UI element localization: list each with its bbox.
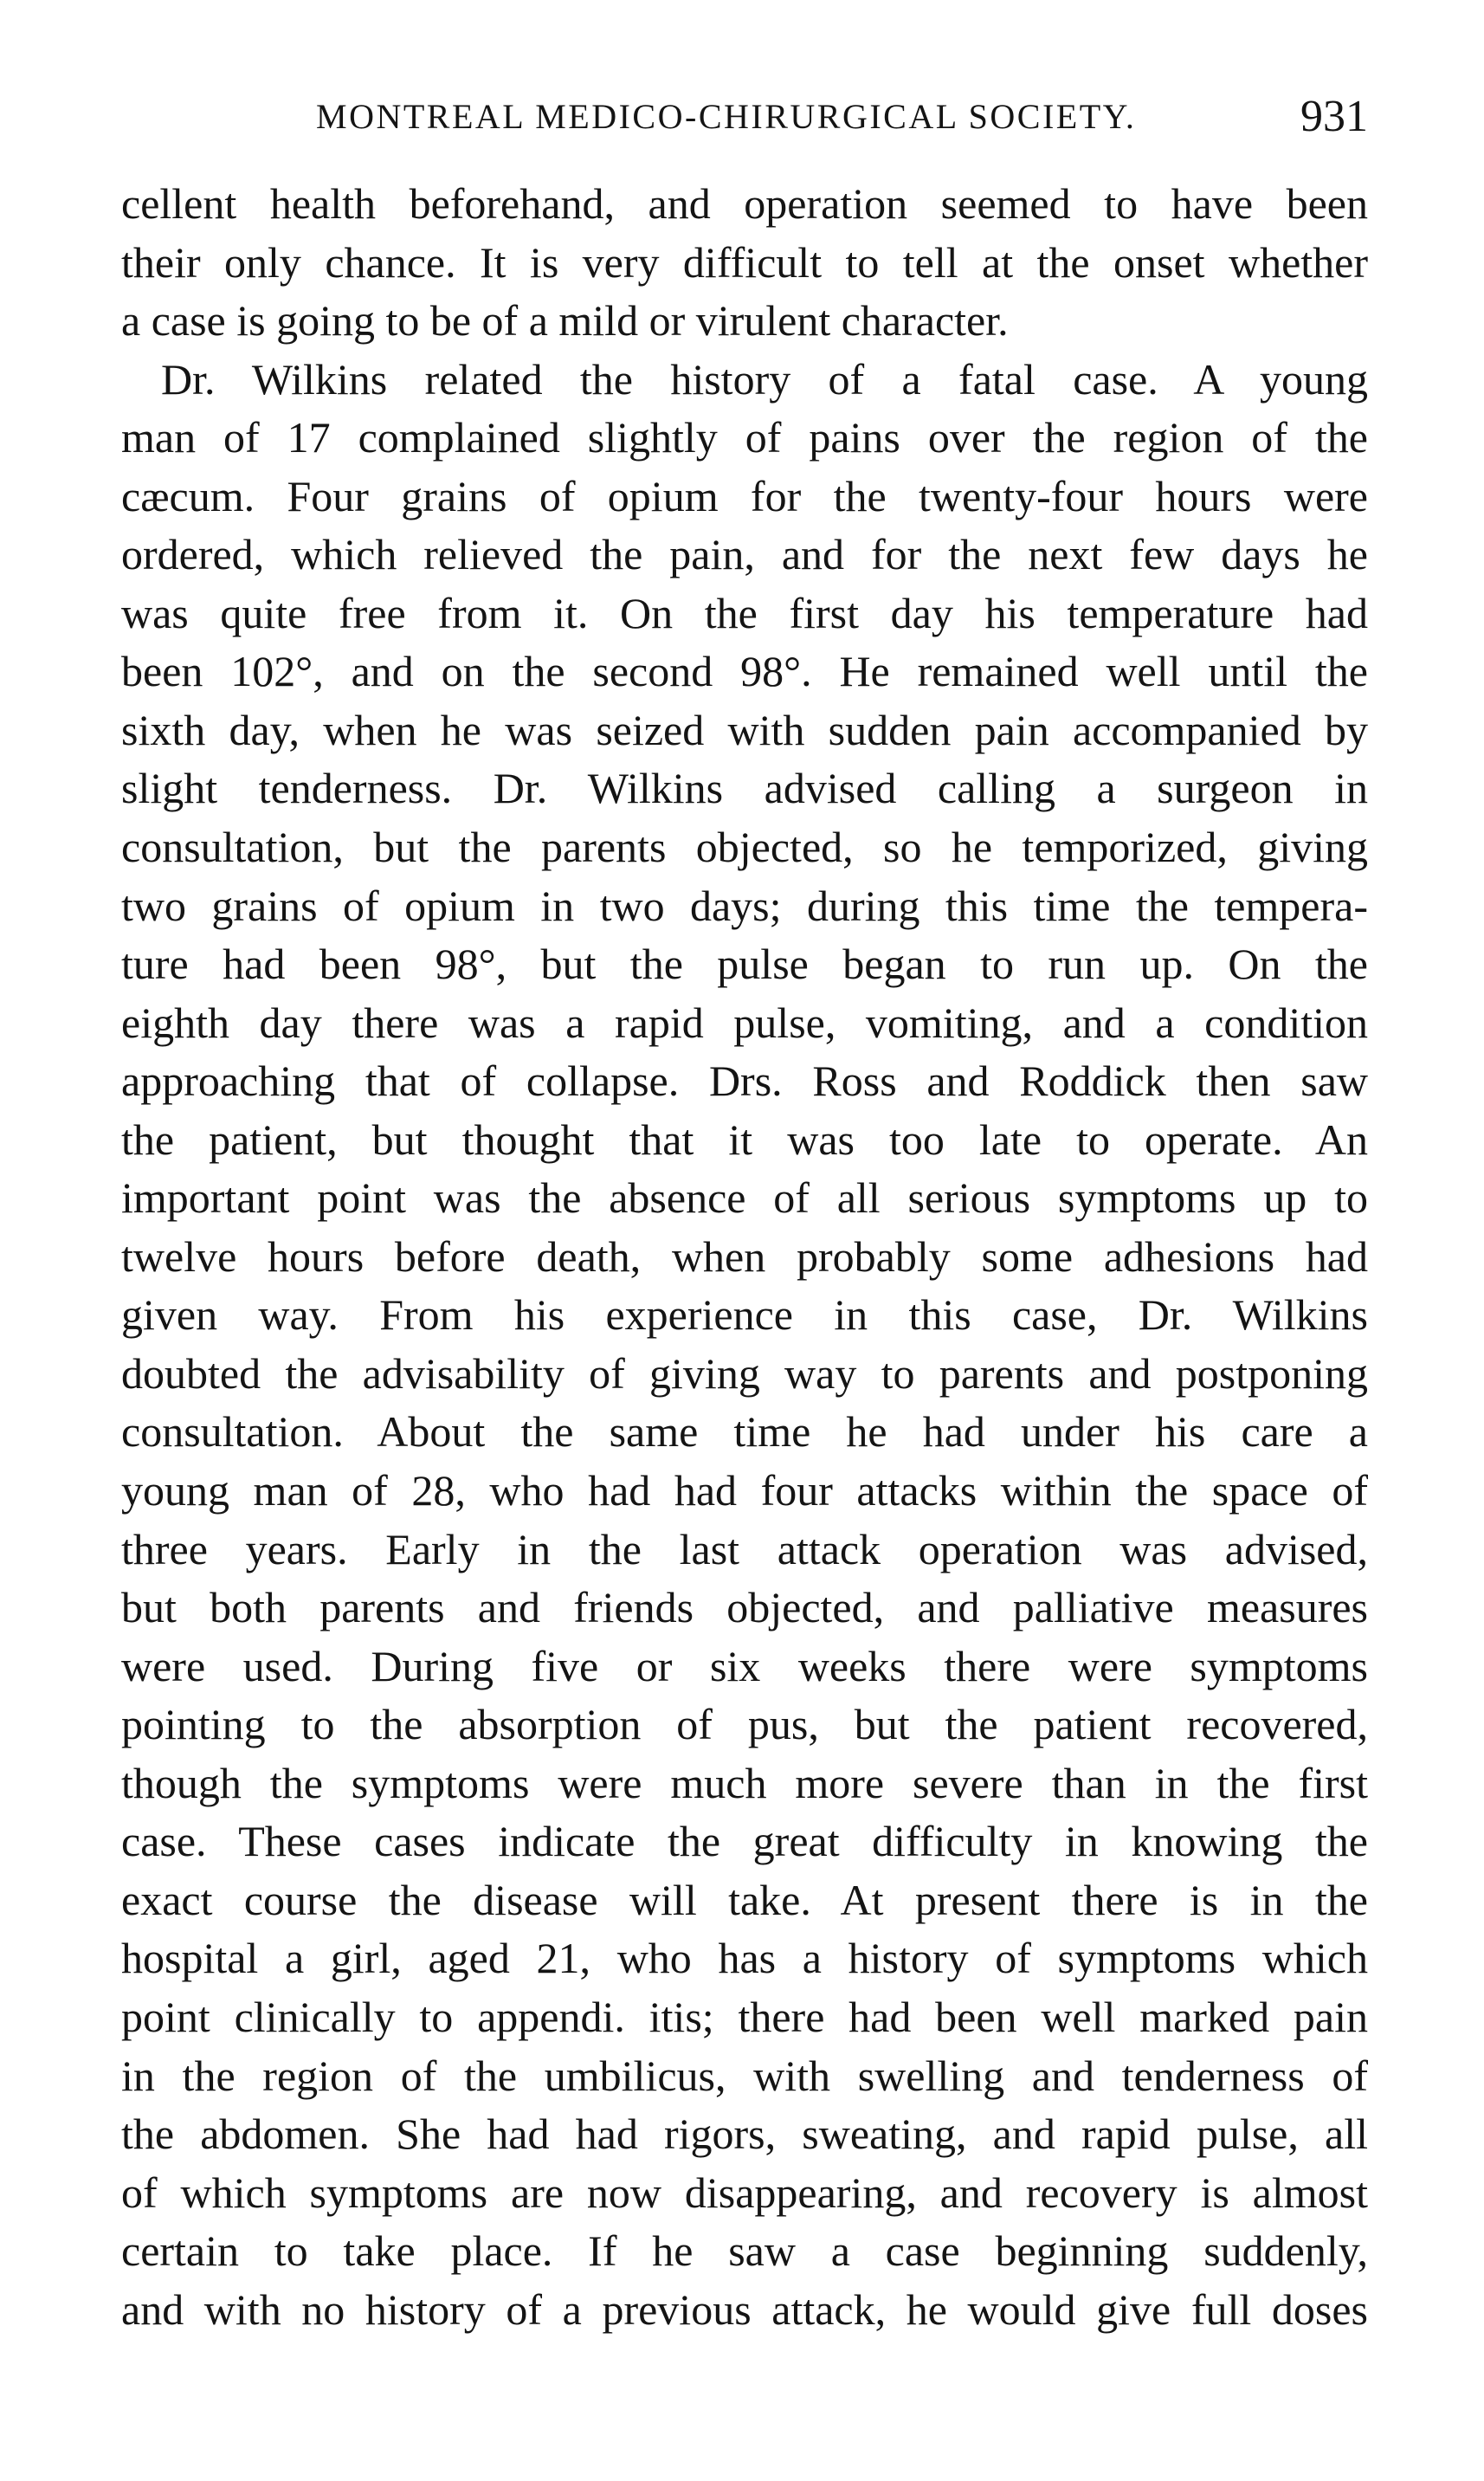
text-line: two grains of opium in two days; during this time the tempera- (121, 881, 1368, 930)
text-line: though the symptoms were much more severe than in the first (121, 1758, 1368, 1807)
text-line: a case is going to be of a mild or virulent character. (121, 296, 1009, 346)
text-line: their only chance. It is very difficult to tell at the onset whether (121, 237, 1368, 287)
text-line: sixth day, when he was seized with sudden pain accompanied by (121, 705, 1368, 754)
paragraph-start-line: Dr. Wilkins related the history of a fatal case. A young (161, 354, 1368, 404)
text-line: was quite free from it. On the first day his temperature had (121, 588, 1368, 637)
text-line: cæcum. Four grains of opium for the twenty-four hours were (121, 471, 1368, 520)
text-line: consultation, but the parents objected, so he temporized, giving (121, 823, 1368, 872)
text-line: twelve hours before death, when probably some adhesions had (121, 1231, 1368, 1281)
text-line: the abdomen. She had had rigors, sweating, and rapid pulse, all (121, 2109, 1368, 2159)
page-number: 931 (1300, 92, 1368, 141)
text-line: case. These cases indicate the great difficulty in knowing the (121, 1817, 1368, 1866)
text-line: ordered, which relieved the pain, and for the next few days he (121, 530, 1368, 579)
text-line: point clinically to appendi. itis; there had been well marked pain (121, 1992, 1368, 2041)
running-head (121, 87, 1368, 147)
text-line: man of 17 complained slightly of pains over the region of the (121, 413, 1368, 462)
text-line: the patient, but thought that it was too late to operate. An (121, 1115, 1368, 1164)
text-line: of which symptoms are now disappearing, and recovery is almost (121, 2168, 1368, 2217)
text-line: were used. During five or six weeks there were symptoms (121, 1641, 1368, 1690)
text-line: eighth day there was a rapid pulse, vomiting, and a condition (121, 998, 1368, 1047)
text-line: hospital a girl, aged 21, who has a history of symptoms which (121, 1934, 1368, 1983)
text-line: approaching that of collapse. Drs. Ross and Roddick then saw (121, 1056, 1368, 1106)
text-line: young man of 28, who had had four attacks within the space of (121, 1466, 1368, 1515)
running-title: MONTREAL MEDICO-CHIRURGICAL SOCIETY. (316, 97, 1137, 136)
text-line: in the region of the umbilicus, with swelling and tenderness of (121, 2051, 1368, 2100)
text-line: doubted the advisability of giving way to parents and postponing (121, 1348, 1368, 1398)
text-line: but both parents and friends objected, and palliative measures (121, 1583, 1368, 1632)
text-line: important point was the absence of all serious symptoms up to (121, 1173, 1368, 1223)
body-text (121, 175, 1368, 2339)
text-line: ture had been 98°, but the pulse began to run up. On the (121, 940, 1368, 989)
text-line: consultation. About the same time he had under his care a (121, 1407, 1368, 1457)
text-line: been 102°, and on the second 98°. He remained well until the (121, 647, 1368, 696)
text-line: cellent health beforehand, and operation seemed to have been (121, 179, 1368, 228)
text-line: pointing to the absorption of pus, but the patient recovered, (121, 1700, 1368, 1749)
text-line: certain to take place. If he saw a case beginning suddenly, (121, 2226, 1368, 2276)
text-line: exact course the disease will take. At present there is in the (121, 1875, 1368, 1924)
text-line: slight tenderness. Dr. Wilkins advised calling a surgeon in (121, 764, 1368, 813)
text-line: three years. Early in the last attack operation was advised, (121, 1524, 1368, 1573)
text-line: and with no history of a previous attack, he would give full doses (121, 2284, 1368, 2334)
text-line: given way. From his experience in this case, Dr. Wilkins (121, 1290, 1368, 1340)
